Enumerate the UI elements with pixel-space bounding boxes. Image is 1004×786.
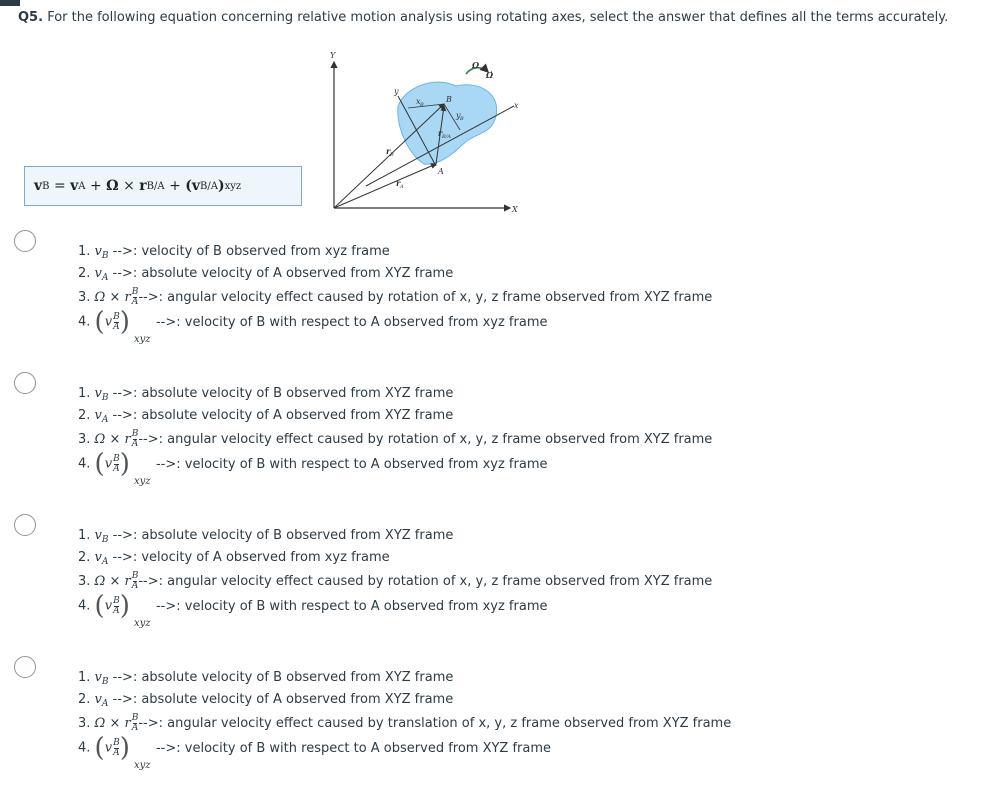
frac-top: B [131,713,139,723]
label-A: A [438,167,444,176]
term-sub: B [101,393,109,403]
term-sub: A [101,415,109,425]
frac-top: B [113,737,120,748]
rotating-axes-diagram [326,46,526,218]
label-xB-sub: B [420,102,424,108]
term-sub: B [101,677,109,687]
item-number: 1. [78,244,91,259]
option-radio[interactable] [14,514,36,536]
eq-rel: (v [185,178,201,194]
term-fraction [113,597,120,616]
term-sub: B [101,535,109,545]
term-v: v [94,550,102,565]
term-omega: Ω [94,432,106,447]
option-line-4 [78,733,552,771]
label-rBA: r [438,128,443,138]
frac-top: B [131,429,139,439]
label-X: X [512,205,518,214]
term-fraction [113,455,120,474]
term-xyz: xyz [134,760,151,771]
item-number: 4. [78,314,91,330]
frac-top: B [113,311,120,322]
label-omegadot: Ω̇ [486,70,494,80]
item-number: 2. [78,266,91,281]
term-v: v [104,456,113,472]
item-number: 2. [78,692,91,707]
definition-text: -->: velocity of B with respect to A observed from xyz frame [155,598,548,614]
eq-plus-2: + [169,178,181,194]
frac-bottom: A [113,463,120,474]
term-v: v [94,266,102,281]
option-radio[interactable] [14,230,36,252]
question-body: For the following equation concerning relative motion analysis using rotating axes, select the answer that defines all the terms accurately. [47,10,949,25]
label-Y: Y [330,51,336,60]
label-B: B [446,95,452,104]
eq-times: × [123,178,135,194]
term-times: × [109,574,121,589]
definition-text: -->: velocity of B observed from xyz frame [112,244,390,259]
frac-top: B [113,453,120,464]
option-line-3 [78,288,712,307]
definition-text: -->: absolute velocity of A observed from XYZ frame [112,408,454,423]
eq-r-sub: B/A [146,180,165,192]
eq-xyz-sub: xyz [224,180,242,192]
item-number: 3. [78,432,91,447]
definition-text: -->: absolute velocity of B observed from XYZ frame [112,528,454,543]
term-sub: A [101,273,109,283]
frac-bottom: A [113,747,120,758]
item-number: 4. [78,456,91,472]
corner-mark [0,0,20,6]
term-v: v [94,692,102,707]
term-omega: Ω [94,574,106,589]
option-line-4 [78,449,548,487]
term-r: r [124,290,131,305]
term-omega: Ω [94,290,106,305]
definition-text: -->: angular velocity effect caused by translation of x, y, z frame observed from XYZ frame [138,716,732,731]
eq-omega: Ω [106,178,119,194]
frac-bottom: A [131,581,139,591]
option-line-1 [78,244,390,261]
term-v: v [94,670,102,685]
label-rA: r [396,178,401,188]
paren-open: ( [94,733,105,763]
option-line-1 [78,528,453,545]
eq-vB: v [34,178,43,194]
frac-bottom: A [113,321,120,332]
term-r: r [124,716,131,731]
label-omega: Ω [472,60,480,70]
item-number: 2. [78,550,91,565]
question-text [18,10,988,25]
paren-open: ( [94,591,105,621]
item-number: 1. [78,386,91,401]
eq-vA-sub: A [78,180,86,192]
item-number: 3. [78,290,91,305]
term-fraction [113,739,120,758]
term-v: v [94,408,102,423]
answer-option[interactable] [0,372,1004,502]
definition-text: -->: absolute velocity of A observed from XYZ frame [112,692,454,707]
term-sub: B [101,251,109,261]
item-number: 4. [78,598,91,614]
paren-close: ) [119,307,130,337]
option-line-4 [78,307,548,345]
item-number: 3. [78,716,91,731]
option-radio[interactable] [14,372,36,394]
question-number: Q5. [18,10,44,25]
definition-text: -->: velocity of B with respect to A observed from xyz frame [155,314,548,330]
eq-r: r [139,178,147,194]
option-line-3 [78,572,712,591]
item-number: 4. [78,740,91,756]
definition-text: -->: absolute velocity of B observed from XYZ frame [112,670,454,685]
frac-bottom: A [131,297,139,307]
label-rB-sub: B [390,152,394,158]
item-number: 3. [78,574,91,589]
label-yB: y [456,111,461,120]
term-xyz: xyz [134,618,151,629]
term-r: r [124,574,131,589]
answer-option[interactable] [0,514,1004,644]
frac-top: B [131,571,139,581]
eq-rel-close: ) [217,178,225,194]
item-number: 1. [78,528,91,543]
frac-top: B [131,287,139,297]
option-line-4 [78,591,548,629]
paren-close: ) [119,733,130,763]
label-xB: x [416,97,421,106]
option-line-1 [78,670,453,687]
term-xyz: xyz [134,476,151,487]
label-rA-sub: A [400,184,404,190]
option-line-3 [78,430,712,449]
option-line-3 [78,714,731,733]
label-x: x [514,101,519,110]
term-omega: Ω [94,716,106,731]
definition-text: -->: absolute velocity of A observed from XYZ frame [112,266,454,281]
item-number: 1. [78,670,91,685]
eq-rel-sub: B/A [200,180,218,192]
paren-close: ) [119,449,130,479]
answer-option[interactable] [0,656,1004,786]
definition-text: -->: angular velocity effect caused by rotation of x, y, z frame observed from XYZ frame [138,432,713,447]
answer-option[interactable] [0,230,1004,360]
term-times: × [109,716,121,731]
term-sub: A [101,699,109,709]
term-fraction [113,313,120,332]
definition-text: -->: angular velocity effect caused by rotation of x, y, z frame observed from XYZ frame [138,290,713,305]
option-line-2 [78,692,453,709]
frac-bottom: A [131,439,139,449]
option-radio[interactable] [14,656,36,678]
term-v: v [104,598,113,614]
eq-plus-1: + [89,178,102,194]
term-times: × [109,432,121,447]
term-v: v [94,528,102,543]
term-times: × [109,290,121,305]
definition-text: -->: velocity of A observed from xyz frame [112,550,390,565]
definition-text: -->: velocity of B with respect to A observed from xyz frame [155,456,548,472]
option-line-1 [78,386,453,403]
definition-text: -->: absolute velocity of B observed from XYZ frame [112,386,454,401]
item-number: 2. [78,408,91,423]
definition-text: -->: angular velocity effect caused by rotation of x, y, z frame observed from XYZ frame [138,574,713,589]
equation-box [24,166,302,206]
label-rB: r [386,146,391,156]
term-v: v [94,244,102,259]
term-v: v [104,314,113,330]
term-xyz: xyz [134,334,151,345]
eq-equals: = [53,178,66,194]
vector-rA [334,164,436,208]
frac-bottom: A [131,723,139,733]
option-line-2 [78,550,390,567]
term-r: r [124,432,131,447]
paren-close: ) [119,591,130,621]
label-y: y [394,87,399,96]
label-rBA-sub: B/A [442,134,451,140]
label-yB-sub: B [460,116,464,122]
frac-bottom: A [113,605,120,616]
term-v: v [94,386,102,401]
eq-vA: v [70,178,79,194]
term-sub: A [101,557,109,567]
eq-vB-sub: B [42,180,50,192]
definition-text: -->: velocity of B with respect to A observed from XYZ frame [155,740,552,756]
frac-top: B [113,595,120,606]
term-v: v [104,740,113,756]
paren-open: ( [94,307,105,337]
paren-open: ( [94,449,105,479]
option-line-2 [78,408,453,425]
option-line-2 [78,266,453,283]
